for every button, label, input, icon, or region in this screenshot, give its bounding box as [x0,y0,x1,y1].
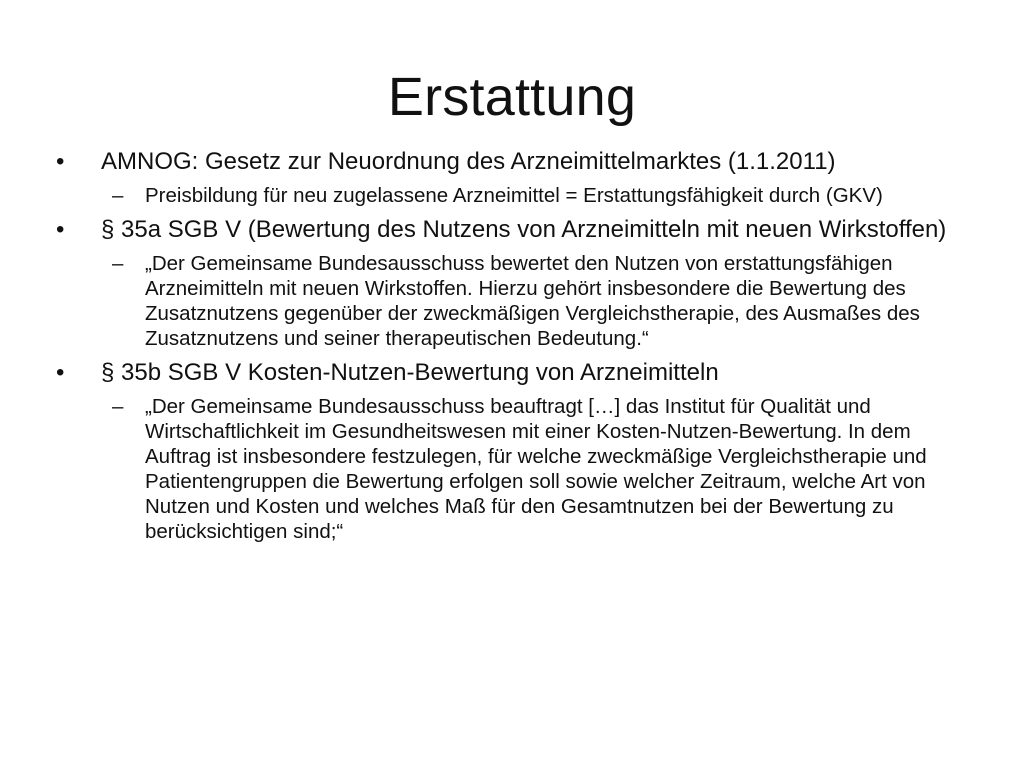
bullet-icon: • [56,359,65,386]
dash-icon: – [112,252,124,275]
sub-bullet-item [56,183,945,208]
dash-icon: – [112,184,124,207]
bullet-item [56,359,976,386]
bullet-text: § 35a SGB V (Bewertung des Nutzens von Arzneimitteln mit neuen Wirkstoffen) [101,216,947,243]
bullet-text: § 35b SGB V Kosten-Nutzen-Bewertung von Arzneimitteln [101,359,719,386]
bullet-icon: • [56,216,65,243]
slide-title: Erstattung [387,67,637,127]
sub-bullet-text: Preisbildung für neu zugelassene Arzneimittel = Erstattungsfähigkeit durch (GKV) [145,184,883,207]
bullet-icon: • [56,148,65,175]
sub-bullet-item [56,394,976,544]
bullet-text: AMNOG: Gesetz zur Neuordnung des Arzneimittelmarktes (1.1.2011) [101,148,836,175]
bullet-item [56,216,976,243]
bullet-item [56,148,976,175]
sub-bullet-text: „Der Gemeinsame Bundesausschuss bewertet den Nutzen von erstattungsfähigen Arzneimitteln mit neuen Wirkstoffen. Hierzu gehört insbesondere die Bewertung des Zusatznutzens gegenüber der zweckmäßigen Vergleichstherapie, des Ausmaßes des Zusatznutzens und seiner therapeutischen Bedeutung.“ [145,252,920,350]
sub-bullet-item [56,251,976,351]
slide-content [56,148,976,552]
dash-icon: – [112,395,124,418]
sub-bullet-text: „Der Gemeinsame Bundesausschuss beauftragt […] das Institut für Qualität und Wirtschaftlichkeit im Gesundheitswesen mit einer Kosten-Nutzen-Bewertung. In dem Auftrag ist insbesondere festzulegen, für welche zweckmäßige Vergleichstherapie und Patientengruppen die Bewertung erfolgen soll sowie welcher Zeitraum, welche Art von Nutzen und Kosten und welches Maß für den Gesamtnutzen bei der Bewertung zu berücksichtigen sind;“ [145,395,927,543]
